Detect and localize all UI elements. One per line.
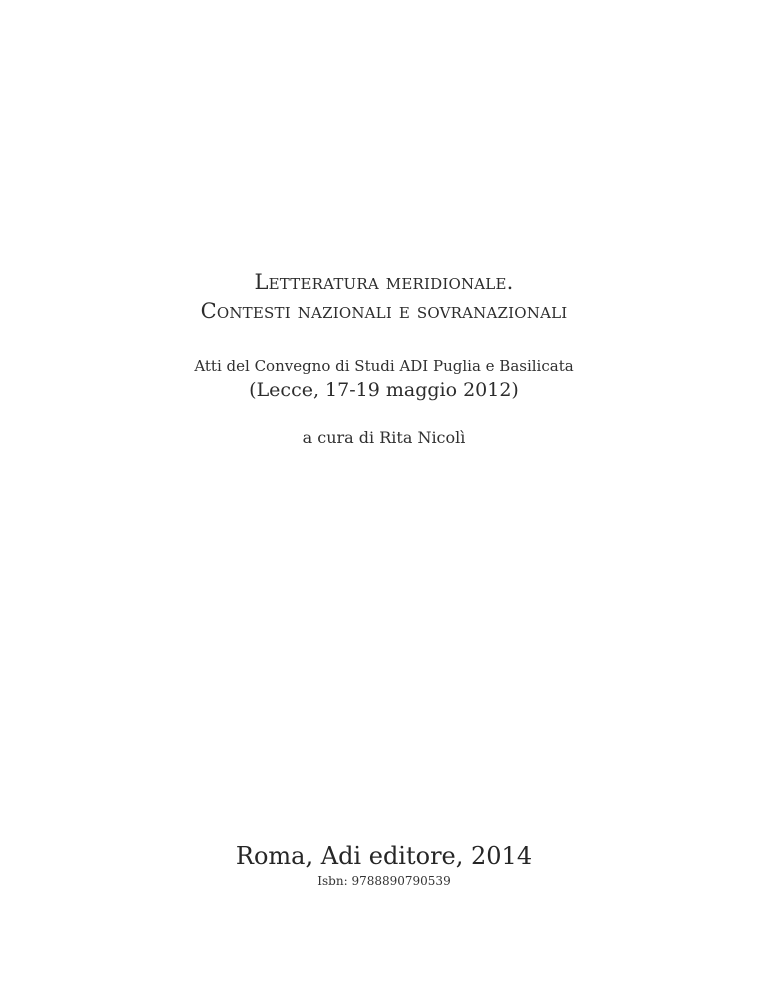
book-title-line-2: Contesti nazionali e sovranazionali — [200, 299, 568, 323]
conference-dates: (Lecce, 17-19 maggio 2012) — [249, 379, 519, 401]
book-title-line-1: Letteratura meridionale. — [254, 270, 514, 294]
proceedings-subtitle: Atti del Convegno di Studi ADI Puglia e Basilicata — [194, 357, 574, 375]
editor-credit: a cura di Rita Nicolì — [302, 428, 466, 447]
isbn-number: Isbn: 9788890790539 — [317, 874, 451, 888]
publisher-imprint: Roma, Adi editore, 2014 — [235, 842, 533, 870]
